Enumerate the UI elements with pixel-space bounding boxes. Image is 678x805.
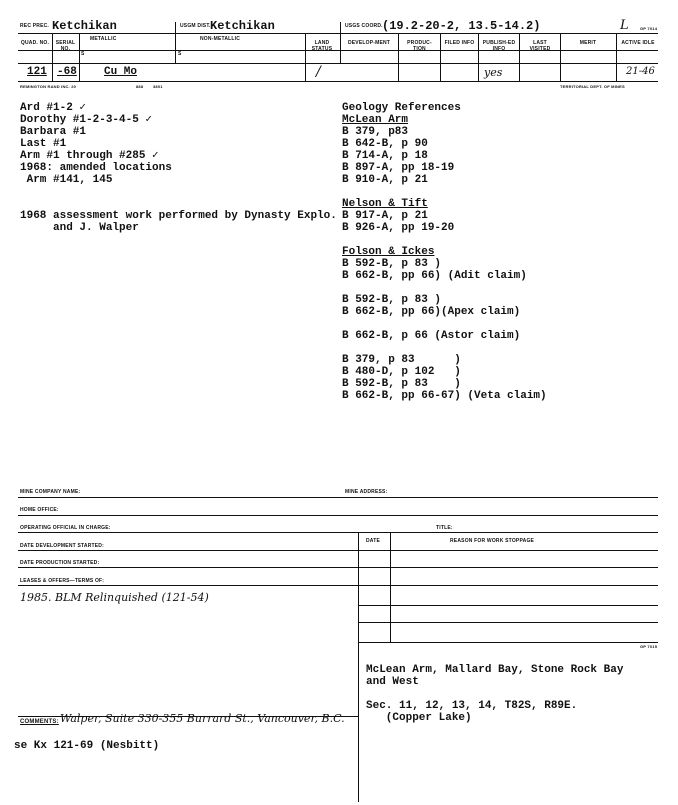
col-published-info: PUBLISH-ED INFO [482,40,516,52]
published-info-value: yes [484,66,503,79]
see-reference: se Kx 121-69 (Nesbitt) [14,740,160,752]
reference-line: B 642-B, p 90 [342,138,428,150]
reason-column-label: REASON FOR WORK STOPPAGE [450,538,535,544]
date-column-label: DATE [366,538,381,544]
claim-line: Last #1 [20,138,67,150]
col-production: PRODUC-TION [407,40,432,52]
leases-value: 1985. BLM Relinquished (121-54) [20,591,209,604]
geology-title: Geology References [342,102,461,114]
claims-list [20,102,172,186]
reference-line: B 379, p83 [342,126,409,138]
col-filed-info: FILED INFO [444,40,475,46]
reference-line: B 926-A, pp 19-20 [342,222,455,234]
dept-label: TERRITORIAL DEPT. OF MINES [560,84,625,89]
location-line: McLean Arm, Mallard Bay, Stone Rock Bay [366,664,624,676]
reference-author: Folson & Ickes [342,246,435,258]
reference-line: B 379, p 83 ) [342,354,461,366]
reference-author: Nelson & Tift [342,198,428,210]
col-land-status: LAND STATUS [311,40,333,52]
reference-author: McLean Arm [342,114,409,126]
reference-line: B 917-A, p 21 [342,210,428,222]
assessment-line: and J. Walper [20,222,139,234]
form-number: GP 7014 [640,26,658,31]
reference-line: B 714-A, p 18 [342,150,428,162]
claim-line: Dorothy #1-2-3-4-5 ✓ [20,114,153,126]
col-merit: MERIT [579,40,597,46]
reference-line: B 592-B, p 83 ) [342,258,442,270]
date-development-label: DATE DEVELOPMENT STARTED: [20,543,104,549]
home-office-label: HOME OFFICE: [20,507,59,513]
reference-line: B 592-B, p 83 ) [342,294,442,306]
corner-mark: L [620,18,629,33]
location-line: and West [366,676,419,688]
rec-prec-value: Ketchikan [52,19,117,33]
claim-line: Arm #141, 145 [20,174,113,186]
mine-company-name-label: MINE COMPANY NAME: [20,489,81,495]
reference-line: B 592-B, p 83 ) [342,378,461,390]
usgm-dist-label: USGM DIST. [180,23,211,29]
location-line: (Copper Lake) [366,712,472,724]
col-non-metallic: NON-METALLIC [200,36,241,42]
metallic-value: Cu Mo [104,66,138,78]
printer-code-2: 3801 [153,84,163,89]
reference-line: B 662-B, p 66 (Astor claim) [342,330,521,342]
col-quad-no: QUAD. NO. [20,40,50,46]
claim-line: Arm #1 through #285 ✓ [20,150,159,162]
printer-code-1: 888 [136,84,144,89]
reference-line: B 662-B, pp 66-67) (Veta claim) [342,390,547,402]
claim-line: Ard #1-2 ✓ [20,102,87,114]
date-production-label: DATE PRODUCTION STARTED: [20,560,100,566]
location-block [366,664,623,724]
serial-no-value: -68 [57,66,77,78]
assessment-line: 1968 assessment work performed by Dynasty Explo. [20,210,337,222]
reference-line: B 662-B, pp 66) (Adit claim) [342,270,527,282]
title-label: TITLE: [436,525,453,531]
reference-line: B 910-A, p 21 [342,174,428,186]
col-last-visited: LAST VISITED [529,40,551,52]
reference-line: B 897-A, pp 18-19 [342,162,455,174]
operating-official-label: OPERATING OFFICIAL IN CHARGE: [20,525,111,531]
mine-address-label: MINE ADDRESS: [345,489,388,495]
metallic-sub: S [81,51,85,57]
usgs-coord-label: USGS COORD. [345,23,383,29]
comments-label: COMMENTS: [20,719,59,725]
location-line [366,688,623,700]
location-line: Sec. 11, 12, 13, 14, T82S, R89E. [366,700,578,712]
active-idle-value: 21-46 [626,66,655,77]
reference-line: B 480-D, p 102 ) [342,366,461,378]
usgm-dist-value: Ketchikan [210,19,275,33]
leases-label: LEASES & OFFERS—TERMS OF: [20,578,105,584]
claim-line: Barbara #1 [20,126,87,138]
col-development: DEVELOP-MENT [347,40,391,46]
geology-references [342,102,547,402]
reference-line: B 662-B, pp 66)(Apex claim) [342,306,521,318]
col-metallic: METALLIC [90,36,117,42]
nonmetallic-sub: S [178,51,182,57]
comments-value: Walper, Suite 330-355 Burrard St., Vancouver, B.C. [60,712,345,725]
col-serial-no: SERIAL NO. [55,40,76,52]
land-status-value: / [316,64,321,80]
col-active-idle: ACTIVE IDLE [621,40,655,46]
quad-no-value: 121 [27,66,47,78]
rec-prec-label: REC PREC. [20,23,50,29]
printer-label: REMINGTON RAND INC. 20 [20,84,77,89]
usgs-coord-value: (19.2-20-2, 13.5-14.2) [382,19,541,33]
assessment-note [20,210,337,234]
claim-line: 1968: amended locations [20,162,172,174]
lower-form-number: GP 7015 [640,644,658,649]
